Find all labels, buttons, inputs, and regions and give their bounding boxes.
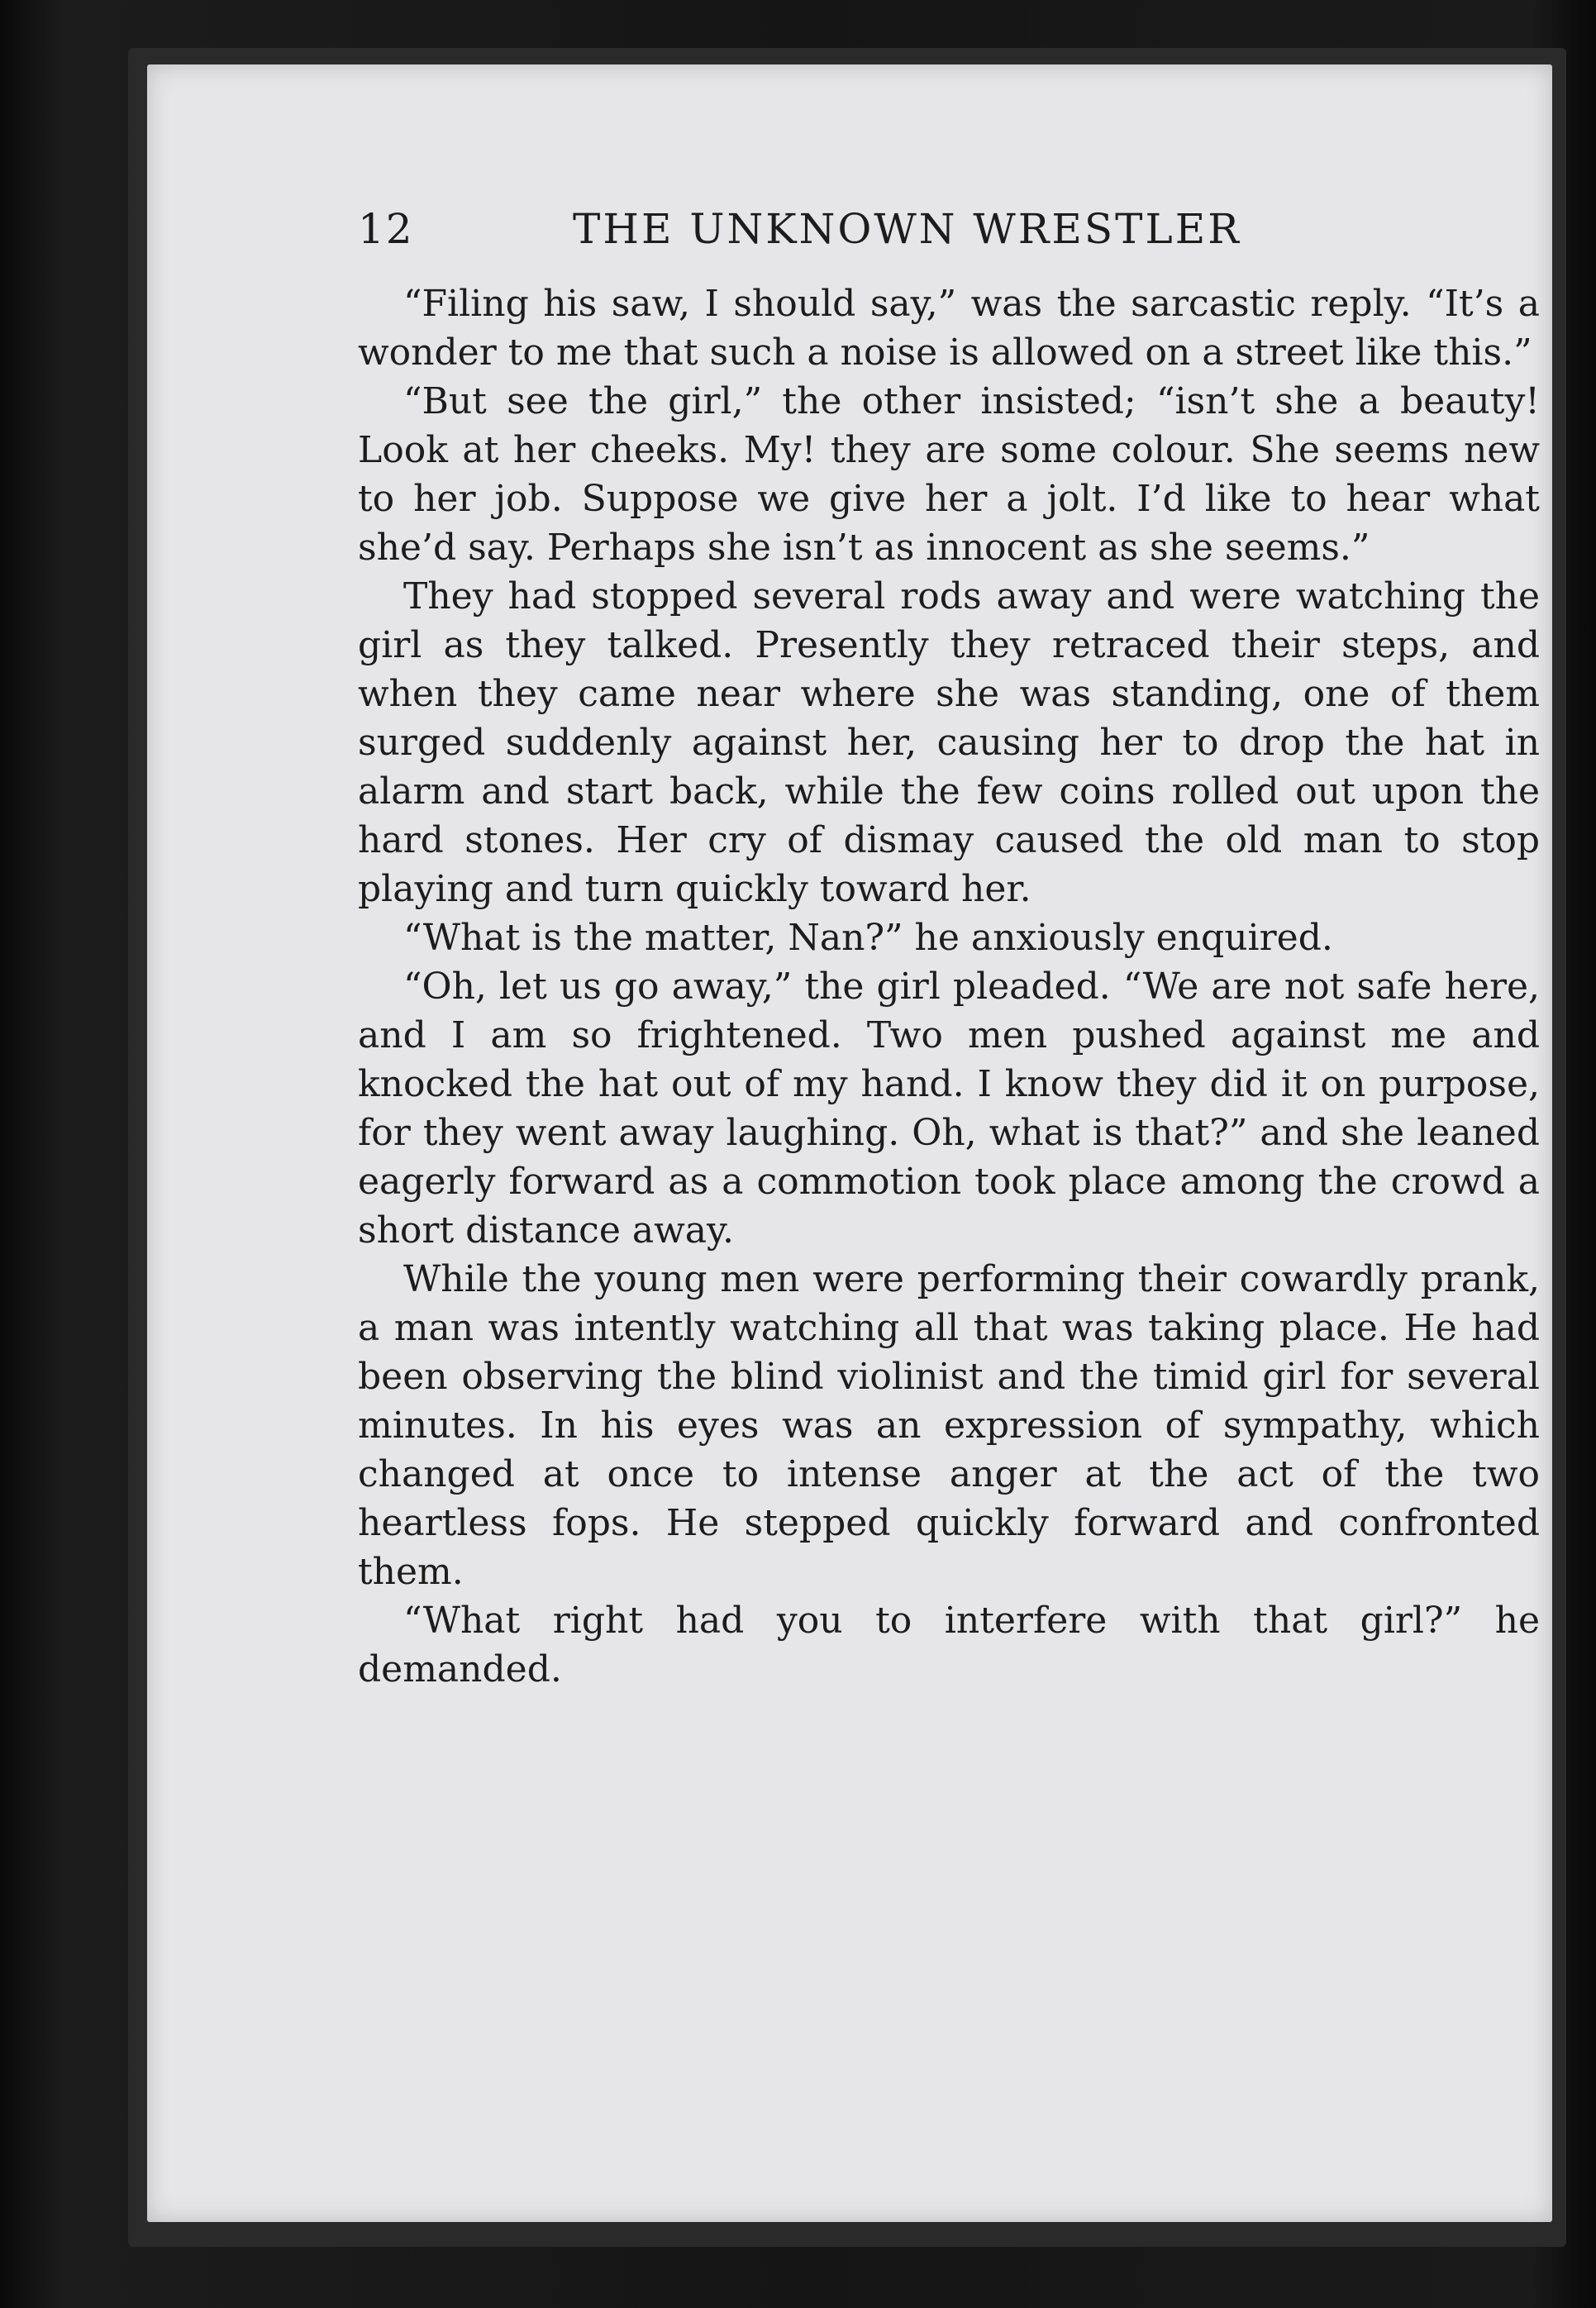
page-number: 12 xyxy=(358,205,414,253)
paragraph: “But see the girl,” the other insisted; “isn’t she a beauty! Look at her cheeks. My! they are some colour. She seems new to her job. Suppose we give her a jolt. I’d like to hear what she’d say. Perhaps she isn’t as innocent as she seems.” xyxy=(358,380,1540,569)
body-text xyxy=(358,279,1540,1694)
running-title: THE UNKNOWN WRESTLER xyxy=(573,205,1241,253)
page-content xyxy=(358,205,1540,1694)
running-head xyxy=(358,205,1540,279)
paragraph: “Oh, let us go away,” the girl pleaded. “We are not safe here, and I am so frightened. Two men pushed against me and knocked the hat out of my hand. I know they did it on purpose, for they went away laughing. Oh, what is that?” and she leaned eagerly forward as a commotion took place among the crowd a short distance away. xyxy=(358,966,1540,1252)
book-page xyxy=(147,64,1552,2222)
paragraph: “What is the matter, Nan?” he anxiously enquired. xyxy=(403,917,1333,959)
paragraph: While the young men were performing their cowardly prank, a man was intently watching all that was taking place. He had been observing the blind violinist and the timid girl for several minutes. In his eyes was an expression of sympathy, which changed at once to intense anger at the act of the two heartless fops. He stepped quickly forward and confronted them. xyxy=(358,1258,1540,1593)
paragraph: They had stopped several rods away and were watching the girl as they talked. Presently they retraced their steps, and when they came near where she was standing, one of them surged suddenly against her, causing her to drop the hat in alarm and start back, while the few coins rolled out upon the hard stones. Her cry of dismay caused the old man to stop playing and turn quickly toward her. xyxy=(358,575,1540,910)
paragraph: “Filing his saw, I should say,” was the sarcastic reply. “It’s a wonder to me that such a noise is allowed on a street like this.” xyxy=(358,283,1540,374)
paragraph: “What right had you to interfere with that girl?” he demanded. xyxy=(358,1600,1540,1690)
